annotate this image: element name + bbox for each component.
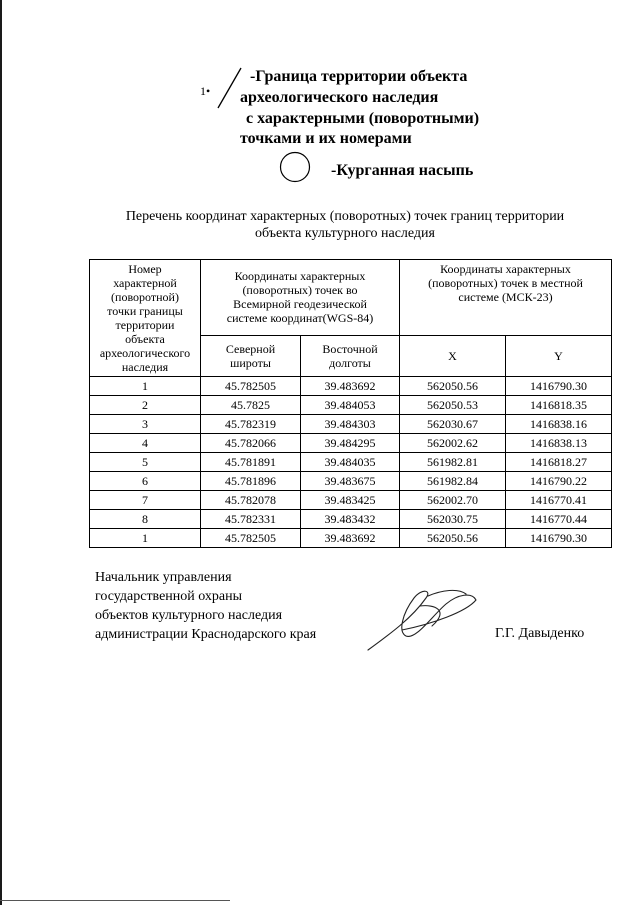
cell-north-latitude: 45.782331 xyxy=(201,510,301,529)
cell-north-latitude: 45.782078 xyxy=(201,491,301,510)
table-row xyxy=(90,453,612,472)
header-msk23: Координаты характерных (поворотных) точек в местной системе (МСК-23) xyxy=(400,260,612,336)
header-y: Y xyxy=(506,335,612,376)
cell-point-number: 6 xyxy=(90,472,201,491)
table-row xyxy=(90,377,612,396)
cell-east-longitude: 39.484053 xyxy=(301,396,400,415)
mound-circle-icon xyxy=(279,151,311,183)
table-row xyxy=(90,472,612,491)
cell-y-coordinate: 1416790.22 xyxy=(506,472,612,491)
handwritten-signature xyxy=(362,582,482,654)
position-line-1: Начальник управления xyxy=(95,570,232,585)
cell-point-number: 7 xyxy=(90,491,201,510)
legend-mound-label: -Курганная насыпь xyxy=(331,162,474,179)
cell-north-latitude: 45.7825 xyxy=(201,396,301,415)
cell-y-coordinate: 1416790.30 xyxy=(506,377,612,396)
caption-line-1: Перечень координат характерных (поворотных) точек границ территории xyxy=(125,209,565,224)
legend-boundary-line-1: -Граница территории объекта xyxy=(250,68,468,85)
cell-y-coordinate: 1416790.30 xyxy=(506,529,612,548)
cell-y-coordinate: 1416770.44 xyxy=(506,510,612,529)
cell-point-number: 5 xyxy=(90,453,201,472)
table-row xyxy=(90,529,612,548)
cell-x-coordinate: 562002.70 xyxy=(400,491,506,510)
cell-x-coordinate: 562030.75 xyxy=(400,510,506,529)
cell-x-coordinate: 561982.84 xyxy=(400,472,506,491)
cell-y-coordinate: 1416838.13 xyxy=(506,434,612,453)
table-row xyxy=(90,510,612,529)
cell-north-latitude: 45.782505 xyxy=(201,377,301,396)
cell-east-longitude: 39.483675 xyxy=(301,472,400,491)
table-row xyxy=(90,434,612,453)
footer-rule xyxy=(0,900,230,901)
position-line-4: администрации Краснодарского края xyxy=(95,627,317,642)
cell-north-latitude: 45.782319 xyxy=(201,415,301,434)
cell-y-coordinate: 1416770.41 xyxy=(506,491,612,510)
position-line-3: объектов культурного наследия xyxy=(95,608,283,623)
header-wgs84: Координаты характерных (поворотных) точек во Всемирной геодезической системе координат(WGS-84) xyxy=(201,260,400,336)
cell-x-coordinate: 562002.62 xyxy=(400,434,506,453)
cell-point-number: 1 xyxy=(90,377,201,396)
legend-boundary-line-3: с характерными (поворотными) xyxy=(246,110,480,127)
cell-point-number: 4 xyxy=(90,434,201,453)
cell-east-longitude: 39.483432 xyxy=(301,510,400,529)
legend-point-number: 1• xyxy=(200,84,211,98)
position-line-2: государственной охраны xyxy=(95,589,243,604)
signatory-position xyxy=(95,568,316,644)
table-row xyxy=(90,415,612,434)
cell-east-longitude: 39.483425 xyxy=(301,491,400,510)
header-east-longitude: Восточной долготы xyxy=(301,335,400,376)
coordinates-table xyxy=(89,259,612,548)
cell-north-latitude: 45.782066 xyxy=(201,434,301,453)
cell-east-longitude: 39.483692 xyxy=(301,529,400,548)
legend-boundary-line-2: археологического наследия xyxy=(240,89,439,106)
cell-north-latitude: 45.782505 xyxy=(201,529,301,548)
header-north-latitude: Северной широты xyxy=(201,335,301,376)
cell-point-number: 2 xyxy=(90,396,201,415)
cell-x-coordinate: 562050.53 xyxy=(400,396,506,415)
cell-y-coordinate: 1416838.16 xyxy=(506,415,612,434)
cell-north-latitude: 45.781891 xyxy=(201,453,301,472)
cell-east-longitude: 39.483692 xyxy=(301,377,400,396)
cell-y-coordinate: 1416818.35 xyxy=(506,396,612,415)
cell-east-longitude: 39.484295 xyxy=(301,434,400,453)
header-x: X xyxy=(400,335,506,376)
cell-x-coordinate: 561982.81 xyxy=(400,453,506,472)
cell-north-latitude: 45.781896 xyxy=(201,472,301,491)
cell-east-longitude: 39.484303 xyxy=(301,415,400,434)
table-row xyxy=(90,396,612,415)
table-row xyxy=(90,491,612,510)
cell-x-coordinate: 562050.56 xyxy=(400,529,506,548)
signer-name: Г.Г. Давыденко xyxy=(495,626,585,641)
caption-line-2: объекта культурного наследия xyxy=(255,226,435,241)
cell-point-number: 8 xyxy=(90,510,201,529)
page-left-border xyxy=(0,0,2,905)
cell-x-coordinate: 562050.56 xyxy=(400,377,506,396)
header-point-number: Номер характерной (поворотной) точки границы территории объекта археологического наследия xyxy=(90,260,201,377)
cell-y-coordinate: 1416818.27 xyxy=(506,453,612,472)
cell-point-number: 1 xyxy=(90,529,201,548)
cell-x-coordinate: 562030.67 xyxy=(400,415,506,434)
table-caption xyxy=(95,208,595,242)
legend-boundary-line-4: точками и их номерами xyxy=(240,130,412,147)
cell-east-longitude: 39.484035 xyxy=(301,453,400,472)
cell-point-number: 3 xyxy=(90,415,201,434)
